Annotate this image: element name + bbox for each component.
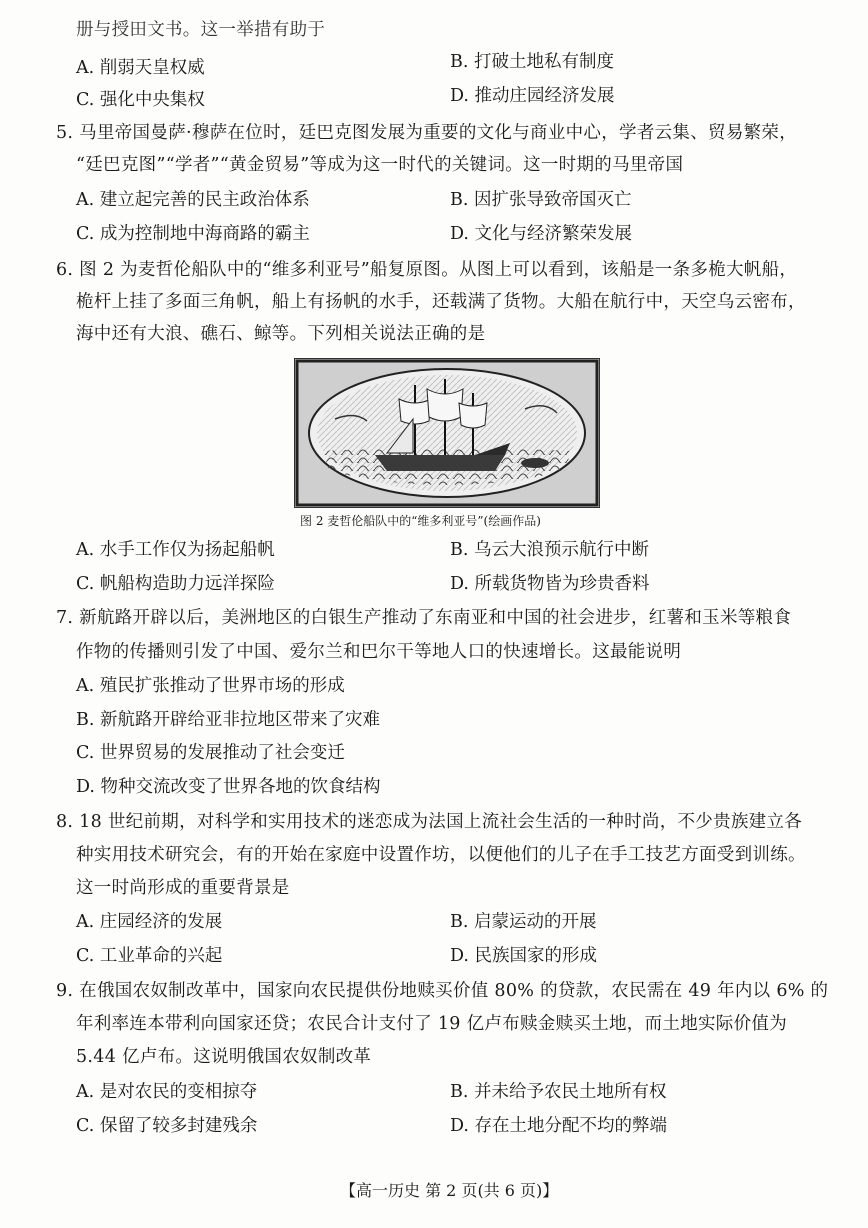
- question-6-stem-line2: 桅杆上挂了多面三角帆，船上有扬帆的水手，还载满了货物。大船在航行中，天空乌云密布，: [76, 292, 806, 312]
- victoria-ship-drawing: [295, 359, 599, 507]
- q4-option-c[interactable]: C. 强化中央集权: [76, 90, 205, 110]
- q5-option-d[interactable]: D. 文化与经济繁荣发展: [450, 224, 633, 244]
- q9-option-a[interactable]: A. 是对农民的变相掠夺: [76, 1082, 258, 1102]
- q5-option-b[interactable]: B. 因扩张导致帝国灭亡: [450, 190, 632, 210]
- q5-option-a[interactable]: A. 建立起完善的民主政治体系: [76, 190, 310, 210]
- question-9-stem-line2: 年利率连本带利向国家还贷；农民合计支付了 19 亿卢布赎金赎买土地，而土地实际价值为: [76, 1014, 787, 1034]
- q8-option-c[interactable]: C. 工业革命的兴起: [76, 946, 223, 966]
- question-8-stem-line1: 8. 18 世纪前期，对科学和实用技术的迷恋成为法国上流社会生活的一种时尚，不少贵族建立各: [56, 812, 803, 832]
- question-8-stem-line2: 种实用技术研究会，有的开始在家庭中设置作坊，以便他们的儿子在手工技艺方面受到训练。: [76, 845, 806, 865]
- question-5-stem-line1: 5. 马里帝国曼萨·穆萨在位时，廷巴克图发展为重要的文化与商业中心，学者云集、贸易繁荣，: [56, 123, 798, 143]
- figure-caption: 图 2 麦哲伦船队中的“维多利亚号”(绘画作品): [300, 514, 541, 528]
- q4-option-a[interactable]: A. 削弱天皇权威: [76, 58, 205, 78]
- ship-illustration: [294, 358, 600, 508]
- question-6-stem-line1: 6. 图 2 为麦哲伦船队中的“维多利亚号”船复原图。从图上可以看到，该船是一条多桅大帆船，: [56, 260, 798, 280]
- q5-option-c[interactable]: C. 成为控制地中海商路的霸主: [76, 224, 310, 244]
- q8-option-b[interactable]: B. 启蒙运动的开展: [450, 912, 597, 932]
- question-4-stem-tail: 册与授田文书。这一举措有助于: [76, 20, 326, 40]
- q4-option-d[interactable]: D. 推动庄园经济发展: [450, 86, 615, 106]
- question-7-stem-line2: 作物的传播则引发了中国、爱尔兰和巴尔干等地人口的快速增长。这最能说明: [76, 642, 682, 662]
- q6-option-c[interactable]: C. 帆船构造助力远洋探险: [76, 574, 275, 594]
- question-9-stem-line1: 9. 在俄国农奴制改革中，国家向农民提供份地赎买价值 80% 的贷款，农民需在 49 年内以 6% 的: [56, 981, 829, 1001]
- question-5-stem-line2: “廷巴克图”“学者”“黄金贸易”等成为这一时代的关键词。这一时期的马里帝国: [76, 155, 684, 175]
- q7-option-a[interactable]: A. 殖民扩张推动了世界市场的形成: [76, 676, 345, 696]
- q9-option-c[interactable]: C. 保留了较多封建残余: [76, 1116, 258, 1136]
- q8-option-a[interactable]: A. 庄园经济的发展: [76, 912, 223, 932]
- q9-option-b[interactable]: B. 并未给予农民土地所有权: [450, 1082, 667, 1102]
- q7-option-d[interactable]: D. 物种交流改变了世界各地的饮食结构: [76, 777, 381, 797]
- q9-option-d[interactable]: D. 存在土地分配不均的弊端: [450, 1116, 668, 1136]
- q7-option-c[interactable]: C. 世界贸易的发展推动了社会变迁: [76, 743, 345, 763]
- question-8-stem-line3: 这一时尚形成的重要背景是: [76, 878, 290, 898]
- q8-option-d[interactable]: D. 民族国家的形成: [450, 946, 598, 966]
- page-footer: 【高一历史 第 2 页(共 6 页)】: [340, 1181, 559, 1200]
- q4-option-b[interactable]: B. 打破土地私有制度: [450, 52, 614, 72]
- question-9-stem-line3: 5.44 亿卢布。这说明俄国农奴制改革: [76, 1047, 372, 1067]
- q7-option-b[interactable]: B. 新航路开辟给亚非拉地区带来了灾难: [76, 710, 380, 730]
- question-6-stem-line3: 海中还有大浪、礁石、鲸等。下列相关说法正确的是: [76, 324, 486, 344]
- q6-option-a[interactable]: A. 水手工作仅为扬起船帆: [76, 540, 275, 560]
- q6-option-d[interactable]: D. 所载货物皆为珍贵香料: [450, 574, 650, 594]
- q6-option-b[interactable]: B. 乌云大浪预示航行中断: [450, 540, 649, 560]
- question-7-stem-line1: 7. 新航路开辟以后，美洲地区的白银生产推动了东南亚和中国的社会进步，红薯和玉米等粮食: [56, 608, 792, 628]
